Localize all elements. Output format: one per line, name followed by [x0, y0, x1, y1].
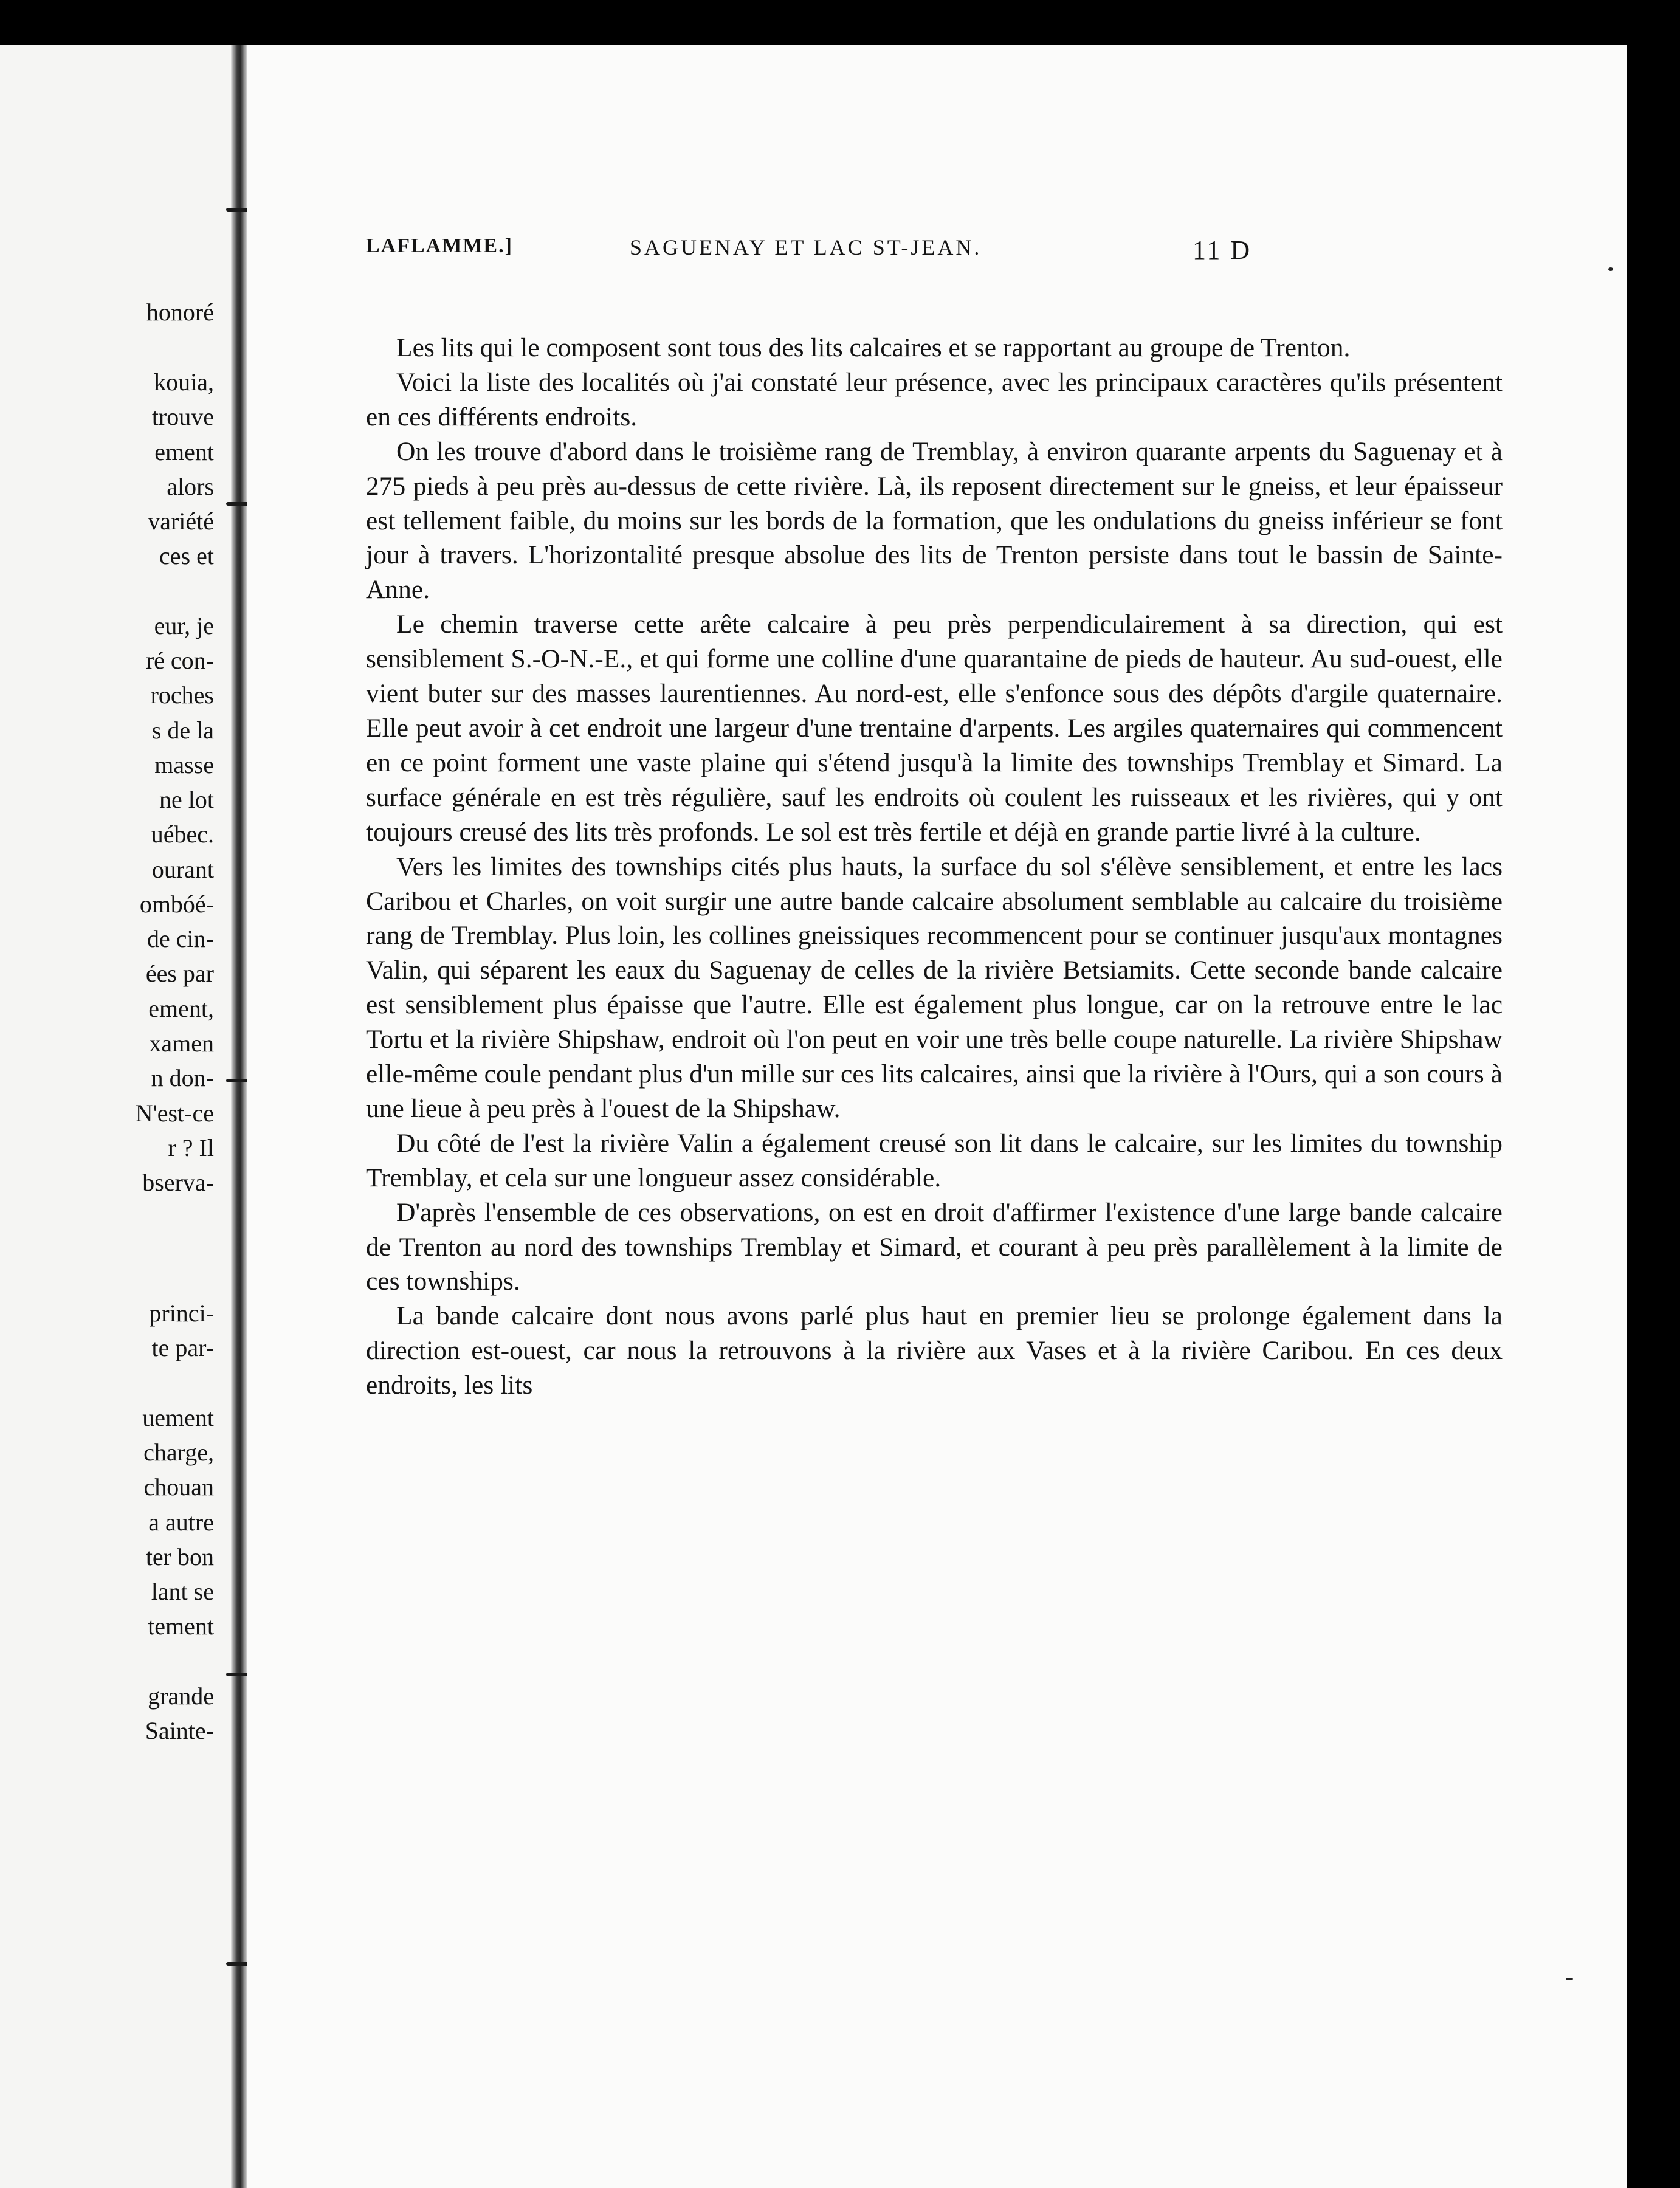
paragraph: Du côté de l'est la rivière Valin a également creusé son lit dans le calcaire, sur les limites du township Tremblay, et cela sur une longueur assez considérable. — [366, 1128, 1503, 1192]
facing-page-fragment: trouve — [151, 403, 214, 430]
scan-speck — [1566, 1978, 1573, 1980]
facing-page-fragment: charge, — [143, 1439, 214, 1466]
facing-page-fragment: alors — [167, 473, 214, 500]
facing-page-fragment: grande — [148, 1682, 214, 1710]
facing-page-fragment: ées par — [145, 960, 214, 987]
facing-page-fragment: ombóé- — [139, 890, 214, 918]
author-running-head: LAFLAMME.] — [366, 235, 513, 257]
facing-page-fragment: ement, — [148, 995, 214, 1022]
facing-page-fragment: ne lot — [159, 786, 214, 813]
facing-page-fragment: eur, je — [154, 612, 214, 639]
facing-page-fragment: Sainte- — [145, 1717, 214, 1744]
facing-page-fragment: de cin- — [147, 925, 214, 952]
facing-page-fragment: uébec. — [151, 820, 214, 848]
paragraph: Les lits qui le composent sont tous des lits calcaires et se rapportant au groupe de Trenton. — [396, 333, 1351, 362]
facing-page-fragment: te par- — [151, 1334, 214, 1361]
facing-page-fragment: ré con- — [145, 647, 214, 674]
facing-page-fragment: r ? Il — [168, 1134, 214, 1161]
facing-page-fragment: ces et — [159, 542, 214, 569]
paragraph: Vers les limites des townships cités plus hauts, la surface du sol s'élève sensiblement, et entre les lacs Caribou et Charles, on voit surgir une autre bande calcaire absolument semblable au calcaire du troisième rang de Tremblay. Plus loin, les collines gneissiques recommencent pour se continuer jusqu'aux montagnes Valin, qui séparent les eaux du Saguenay de celles de la rivière Betsiamits. Cette seconde bande calcaire est sensiblement plus épaisse que l'autre. Elle est également plus longue, car on la retrouve entre le lac Tortu et la rivière Shipshaw, endroit où l'on peut en voir une très belle coupe naturelle. La rivière Shipshaw elle-même coule pendant plus d'un mille sur ces lits calcaires, ainsi que la rivière à l'Ours, qui a son cours à une lieue à peu près à l'ouest de la Shipshaw. — [366, 851, 1503, 1123]
scan-speck — [1608, 267, 1613, 271]
running-header — [247, 235, 1627, 271]
paragraph: D'après l'ensemble de ces observations, on est en droit d'affirmer l'existence d'une large bande calcaire de Trenton au nord des townships Tremblay et Simard, et courant à peu près parallèlement à la limite de ces townships. — [366, 1197, 1503, 1296]
facing-page-fragment: a autre — [148, 1509, 214, 1536]
facing-page-fragment: ourant — [151, 856, 214, 883]
facing-page-fragment: ter bon — [145, 1543, 214, 1570]
facing-page-fragment: s de la — [151, 717, 214, 744]
paragraph: On les trouve d'abord dans le troisième rang de Tremblay, à environ quarante arpents du Saguenay et à 275 pieds à peu près au-dessus de cette rivière. Là, ils reposent directement sur le gneiss, et leur épaisseur est tellement faible, du moins sur les bords de la formation, que les ondulations du gneiss inférieur se font jour à travers. L'horizontalité presque absolue des lits de Trenton persiste dans tout le bassin de Sainte-Anne. — [366, 436, 1503, 605]
body-text — [366, 331, 1503, 1403]
paragraph: Voici la liste des localités où j'ai constaté leur présence, avec les principaux caractères qu'ils présentent en ces différents endroits. — [366, 367, 1503, 432]
paragraph: Le chemin traverse cette arête calcaire à peu près perpendiculairement à sa direction, qui est sensiblement S.-O-N.-E., et qui forme une colline d'une quarantaine de pieds de hauteur. Au sud-ouest, elle vient buter sur des masses laurentiennes. Au nord-est, elle s'enfonce sous des dépôts d'argile quaternaire. Elle peut avoir à cet endroit une largeur d'une trentaine d'arpents. Les argiles quaternaires qui commencent en ce point forment une vaste plaine qui s'étend jusqu'à la limite des townships Tremblay et Simard. La surface générale en est très régulière, sauf les endroits où coulent les ruisseaux et les rivières, qui y ont toujours creusé des lits très profonds. Le sol est très fertile et déjà en grande partie livré à la culture. — [366, 610, 1503, 847]
facing-page — [0, 45, 233, 2188]
facing-page-fragment: lant se — [151, 1578, 214, 1605]
facing-page-fragment: ement — [154, 438, 214, 466]
facing-page-fragment: n don- — [151, 1064, 214, 1092]
page-number: 11 D — [1193, 235, 1252, 265]
facing-page-fragment: roches — [150, 681, 214, 709]
scan-border — [1627, 45, 1680, 2188]
facing-page-fragment: bserva- — [142, 1169, 214, 1196]
facing-page-fragment: princi- — [149, 1299, 214, 1327]
facing-page-fragment: xamen — [149, 1030, 214, 1057]
document-page — [247, 45, 1627, 2188]
facing-page-fragment: variété — [148, 507, 214, 535]
facing-page-fragment: uement — [142, 1404, 214, 1431]
facing-page-fragment: honoré — [146, 298, 214, 326]
facing-page-fragment: chouan — [143, 1473, 214, 1501]
facing-page-fragment: masse — [154, 751, 214, 779]
facing-page-fragment: tement — [148, 1612, 214, 1640]
book-spine — [231, 45, 247, 2188]
facing-page-fragment: kouia, — [154, 368, 214, 396]
facing-page-fragment: N'est-ce — [135, 1099, 214, 1127]
paragraph: La bande calcaire dont nous avons parlé plus haut en premier lieu se prolonge également dans la direction est-ouest, car nous la retrouvons à la rivière aux Vases et à la rivière Caribou. En ces deux endroits, les lits — [366, 1301, 1503, 1400]
title-running-head: SAGUENAY ET LAC ST-JEAN. — [630, 235, 982, 260]
